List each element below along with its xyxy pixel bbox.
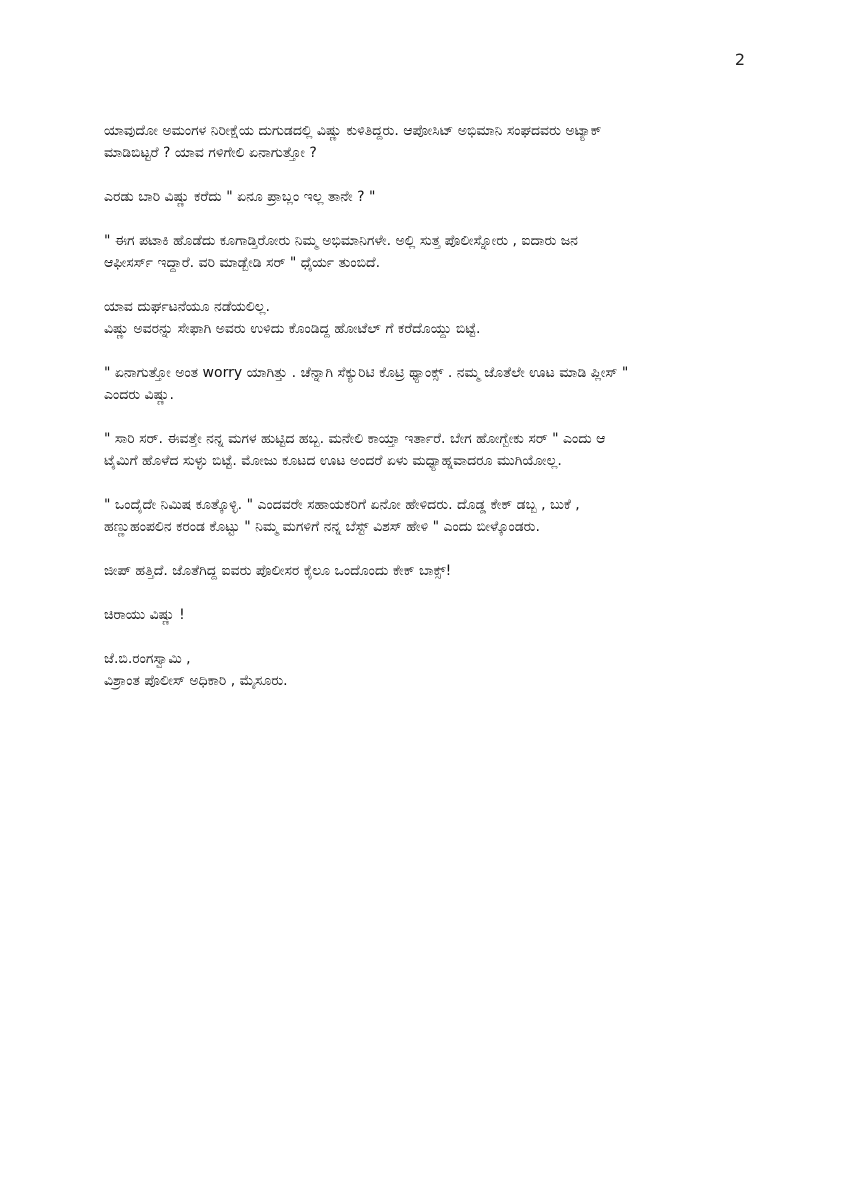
text-line: " ಈಗ ಪಟಾಕಿ ಹೊಡೆದು ಕೂಗಾಡ್ತಿರೋರು ನಿಮ್ಮ ಅಭಿಮಾನಿಗಳೇ. ಅಲ್ಲಿ ಸುತ್ತ ಪೊಲೀಸ್ನೋರು , ಐದಾರು ಜನ [104,233,578,249]
paragraph-6 [104,428,744,472]
author-title: ವಿಶ್ರಾಂತ ಪೊಲೀಸ್ ಅಧಿಕಾರಿ , ಮೈಸೂರು. [104,673,288,689]
text-line: ಯಾವ ದುರ್ಘಟನೆಯೂ ನಡೆಯಲಿಲ್ಲ. [104,299,270,315]
text-line: " ಏನಾಗುತ್ತೋ ಅಂತ worry ಯಾಗಿತ್ತು . ಚೆನ್ನಾಗಿ ಸೆಕ್ಯುರಿಟಿ ಕೊಟ್ರಿ ಥ್ಯಾಂಕ್ಸ್ . ನಮ್ಮ ಜೊತೆಲೇ ಊಟ ಮಾಡಿ ಪ್ಲೀಸ್ " [104,365,629,381]
paragraph-1 [104,120,744,164]
text-line: ಮಾಡಿಬಿಟ್ಟರೆ ? ಯಾವ ಗಳಿಗೇಲಿ ಏನಾಗುತ್ತೋ ? [104,145,317,161]
paragraph-2 [104,186,744,208]
paragraph-3 [104,230,744,274]
text-line: ಎರಡು ಬಾರಿ ವಿಷ್ಣು ಕರೆದು " ಏನೂ ಪ್ರಾಬ್ಲಂ ಇಲ್ಲ ತಾನೇ ? " [104,189,376,205]
paragraph-4 [104,296,744,340]
author-name: ಜೆ.ಬಿ.ರಂಗಸ್ವಾಮಿ , [104,651,191,667]
page-number: 2 [734,50,745,69]
text-line: ಟೈಮಿಗೆ ಹೊಳೆದ ಸುಳ್ಳು ಬಿಟ್ಟೆ. ಮೋಜು ಕೂಟದ ಊಟ ಅಂದರೆ ಏಳು ಮಧ್ಯಾಹ್ನವಾದರೂ ಮುಗಿಯೋಲ್ಲ. [104,453,562,469]
text-line: ಹಣ್ಣುಹಂಪಲಿನ ಕರಂಡ ಕೊಟ್ಟು " ನಿಮ್ಮ ಮಗಳಿಗೆ ನನ್ನ ಬೆಸ್ಟ್ ವಿಶಸ್ ಹೇಳಿ " ಎಂದು ಬೀಳ್ಕೊಂಡರು. [104,519,540,535]
paragraph-5 [104,362,744,406]
text-line: ವಿಷ್ಣು ಅವರನ್ನು ಸೇಫಾಗಿ ಅವರು ಉಳಿದು ಕೊಂಡಿದ್ದ ಹೋಟೆಲ್ ಗೆ ಕರೆದೊಯ್ದು ಬಿಟ್ಟೆ. [104,321,481,337]
document-body [104,120,744,714]
text-line: " ಸಾರಿ ಸರ್. ಈವತ್ತೇ ನನ್ನ ಮಗಳ ಹುಟ್ಟಿದ ಹಬ್ಬ. ಮನೇಲಿ ಕಾಯ್ತಾ ಇರ್ತಾರೆ. ಬೇಗ ಹೋಗ್ಬೇಕು ಸರ್ " ಎಂದು ಆ [104,431,606,447]
paragraph-7 [104,494,744,538]
text-line: " ಒಂದೈದೇ ನಿಮಿಷ ಕೂತ್ಕೊಳ್ಳಿ. " ಎಂದವರೇ ಸಹಾಯಕರಿಗೆ ಏನೋ ಹೇಳಿದರು. ದೊಡ್ಡ ಕೇಕ್ ಡಬ್ಬ , ಬುಕೆ , [104,497,580,513]
text-line: ಆಫೀಸರ್ಸ್ ಇದ್ದಾರೆ. ವರಿ ಮಾಡ್ಬೇಡಿ ಸರ್ " ಧೈರ್ಯ ತುಂಬಿದೆ. [104,255,381,271]
text-line: ಜೀಪ್ ಹತ್ತಿದೆ. ಜೊತೆಗಿದ್ದ ಐವರು ಪೊಲೀಸರ ಕೈಲೂ ಒಂದೊಂದು ಕೇಕ್ ಬಾಕ್ಸ್! [104,563,452,579]
signature-block [104,648,744,692]
paragraph-9 [104,604,744,626]
text-line: ಎಂದರು ವಿಷ್ಣು. [104,387,174,403]
text-line: ಚಿರಾಯು ವಿಷ್ಣು ! [104,607,185,623]
paragraph-8 [104,560,744,582]
text-line: ಯಾವುದೋ ಅಮಂಗಳ ನಿರೀಕ್ಷೆಯ ದುಗುಡದಲ್ಲಿ ವಿಷ್ಣು ಕುಳಿತಿದ್ದರು. ಆಪೋಸಿಟ್ ಅಭಿಮಾನಿ ಸಂಘದವರು ಅಟ್ಯಾಕ್ [104,123,602,139]
